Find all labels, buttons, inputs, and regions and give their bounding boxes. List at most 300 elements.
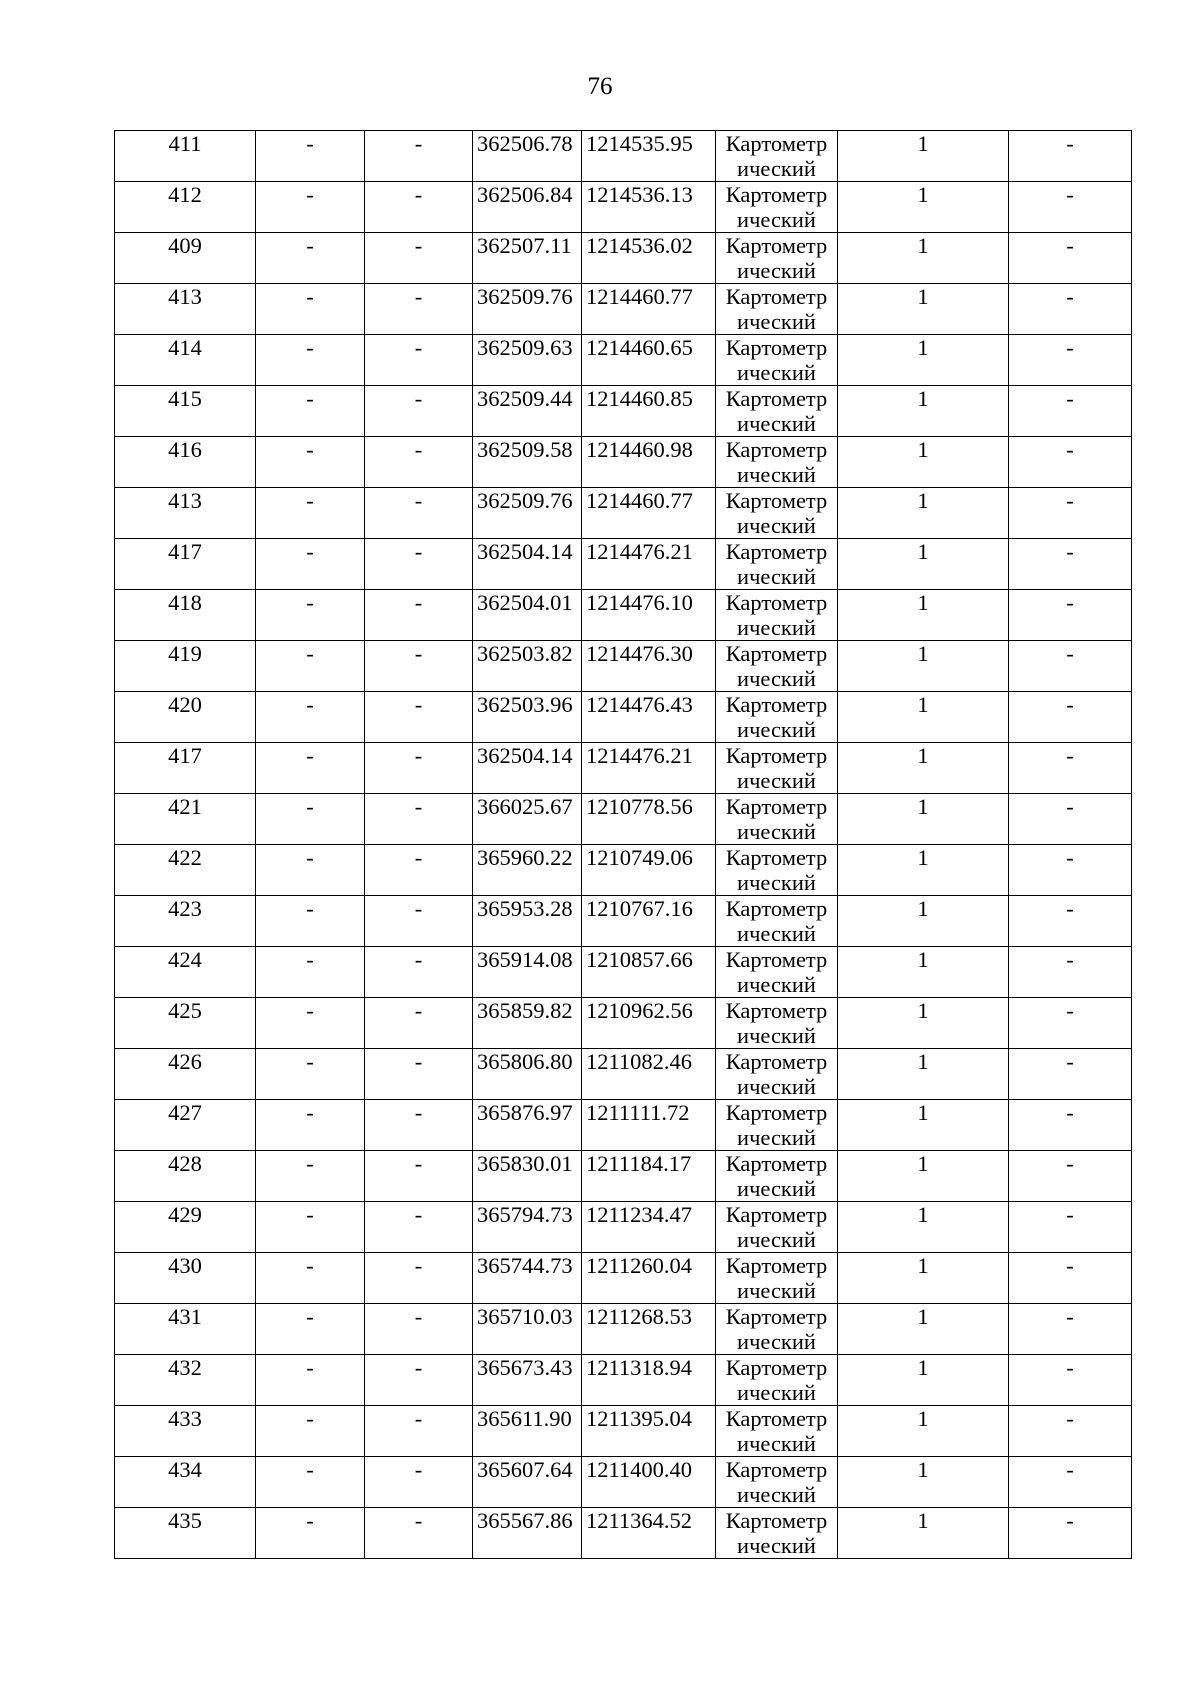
column-8-cell: - [1009,998,1132,1049]
column-7-cell: 1 [838,437,1009,488]
column-3-cell: - [365,1304,473,1355]
table-row [115,539,1132,590]
y-coordinate-cell: 1211318.94 [582,1355,716,1406]
column-3-cell: - [365,794,473,845]
column-7-cell: 1 [838,1049,1009,1100]
column-3-cell: - [365,335,473,386]
column-3-cell: - [365,590,473,641]
column-7-cell: 1 [838,743,1009,794]
point-number-cell: 434 [115,1457,256,1508]
column-7-cell: 1 [838,896,1009,947]
x-coordinate-cell: 362509.76 [473,488,582,539]
x-coordinate-cell: 365744.73 [473,1253,582,1304]
column-7-cell: 1 [838,1100,1009,1151]
method-line-2: ический [737,309,816,334]
method-cell [716,641,838,692]
column-3-cell: - [365,233,473,284]
x-coordinate-cell: 362503.96 [473,692,582,743]
method-line-2: ический [737,1329,816,1354]
column-3-cell: - [365,1202,473,1253]
method-line-1: Картометр [725,1508,828,1533]
method-line-2: ический [737,1380,816,1405]
table-body [115,131,1132,1559]
y-coordinate-cell: 1210749.06 [582,845,716,896]
method-cell [716,335,838,386]
method-line-2: ический [737,564,816,589]
y-coordinate-cell: 1211364.52 [582,1508,716,1559]
point-number-cell: 423 [115,896,256,947]
x-coordinate-cell: 362503.82 [473,641,582,692]
column-2-cell: - [256,896,365,947]
column-7-cell: 1 [838,335,1009,386]
table-row [115,998,1132,1049]
column-2-cell: - [256,998,365,1049]
method-cell [716,1049,838,1100]
column-8-cell: - [1009,1406,1132,1457]
method-cell [716,386,838,437]
x-coordinate-cell: 362504.14 [473,743,582,794]
y-coordinate-cell: 1214476.30 [582,641,716,692]
point-number-cell: 417 [115,539,256,590]
x-coordinate-cell: 365794.73 [473,1202,582,1253]
method-line-1: Картометр [725,641,828,666]
method-line-2: ический [737,360,816,385]
method-line-2: ический [737,615,816,640]
column-8-cell: - [1009,1100,1132,1151]
column-7-cell: 1 [838,284,1009,335]
column-3-cell: - [365,1253,473,1304]
x-coordinate-cell: 365607.64 [473,1457,582,1508]
column-2-cell: - [256,692,365,743]
point-number-cell: 411 [115,131,256,182]
method-line-2: ический [737,462,816,487]
column-3-cell: - [365,1355,473,1406]
method-line-2: ический [737,1533,816,1558]
point-number-cell: 409 [115,233,256,284]
table-row [115,845,1132,896]
method-cell [716,182,838,233]
point-number-cell: 430 [115,1253,256,1304]
y-coordinate-cell: 1214535.95 [582,131,716,182]
point-number-cell: 431 [115,1304,256,1355]
table-row [115,233,1132,284]
column-7-cell: 1 [838,131,1009,182]
point-number-cell: 421 [115,794,256,845]
point-number-cell: 418 [115,590,256,641]
column-8-cell: - [1009,233,1132,284]
column-7-cell: 1 [838,1151,1009,1202]
y-coordinate-cell: 1214476.43 [582,692,716,743]
column-7-cell: 1 [838,1457,1009,1508]
method-line-2: ический [737,972,816,997]
table-row [115,641,1132,692]
point-number-cell: 429 [115,1202,256,1253]
column-8-cell: - [1009,845,1132,896]
method-line-1: Картометр [725,1151,828,1176]
method-cell [716,1151,838,1202]
column-3-cell: - [365,1049,473,1100]
method-line-1: Картометр [725,896,828,921]
column-7-cell: 1 [838,641,1009,692]
point-number-cell: 415 [115,386,256,437]
method-line-1: Картометр [725,488,828,513]
table-row [115,794,1132,845]
method-line-1: Картометр [725,233,828,258]
method-line-2: ический [737,1023,816,1048]
method-line-1: Картометр [725,335,828,360]
method-line-1: Картометр [725,1457,828,1482]
table-row [115,1253,1132,1304]
table-row [115,896,1132,947]
column-2-cell: - [256,1406,365,1457]
method-cell [716,1202,838,1253]
table-row [115,1304,1132,1355]
y-coordinate-cell: 1214460.77 [582,284,716,335]
x-coordinate-cell: 362506.78 [473,131,582,182]
x-coordinate-cell: 365567.86 [473,1508,582,1559]
column-2-cell: - [256,1508,365,1559]
column-7-cell: 1 [838,1355,1009,1406]
method-line-2: ический [737,1227,816,1252]
table-row [115,1355,1132,1406]
point-number-cell: 412 [115,182,256,233]
y-coordinate-cell: 1214476.21 [582,539,716,590]
y-coordinate-cell: 1210767.16 [582,896,716,947]
point-number-cell: 425 [115,998,256,1049]
column-8-cell: - [1009,131,1132,182]
x-coordinate-cell: 365710.03 [473,1304,582,1355]
column-8-cell: - [1009,794,1132,845]
x-coordinate-cell: 365876.97 [473,1100,582,1151]
table-row [115,437,1132,488]
method-cell [716,794,838,845]
x-coordinate-cell: 365859.82 [473,998,582,1049]
method-line-1: Картометр [725,1202,828,1227]
method-line-2: ический [737,1176,816,1201]
point-number-cell: 413 [115,488,256,539]
column-7-cell: 1 [838,794,1009,845]
method-line-2: ический [737,921,816,946]
column-8-cell: - [1009,386,1132,437]
column-8-cell: - [1009,1304,1132,1355]
column-3-cell: - [365,998,473,1049]
method-line-1: Картометр [725,998,828,1023]
column-7-cell: 1 [838,947,1009,998]
point-number-cell: 419 [115,641,256,692]
method-cell [716,998,838,1049]
y-coordinate-cell: 1211111.72 [582,1100,716,1151]
table-row [115,1049,1132,1100]
column-3-cell: - [365,1457,473,1508]
column-7-cell: 1 [838,386,1009,437]
column-3-cell: - [365,437,473,488]
y-coordinate-cell: 1214460.77 [582,488,716,539]
column-3-cell: - [365,1100,473,1151]
table-row [115,590,1132,641]
method-line-2: ический [737,411,816,436]
x-coordinate-cell: 362509.63 [473,335,582,386]
method-cell [716,590,838,641]
column-8-cell: - [1009,1202,1132,1253]
x-coordinate-cell: 365673.43 [473,1355,582,1406]
method-cell [716,1304,838,1355]
point-number-cell: 424 [115,947,256,998]
column-2-cell: - [256,182,365,233]
y-coordinate-cell: 1211268.53 [582,1304,716,1355]
y-coordinate-cell: 1210962.56 [582,998,716,1049]
column-3-cell: - [365,845,473,896]
method-line-2: ический [737,156,816,181]
coordinates-table [114,130,1132,1559]
column-2-cell: - [256,386,365,437]
column-3-cell: - [365,539,473,590]
column-7-cell: 1 [838,182,1009,233]
column-8-cell: - [1009,1457,1132,1508]
column-2-cell: - [256,1457,365,1508]
method-line-2: ический [737,1431,816,1456]
table-row [115,1457,1132,1508]
method-line-1: Картометр [725,1100,828,1125]
column-3-cell: - [365,182,473,233]
column-8-cell: - [1009,641,1132,692]
point-number-cell: 426 [115,1049,256,1100]
x-coordinate-cell: 365806.80 [473,1049,582,1100]
table-row [115,947,1132,998]
table-row [115,386,1132,437]
column-7-cell: 1 [838,1202,1009,1253]
column-3-cell: - [365,692,473,743]
method-line-1: Картометр [725,845,828,870]
x-coordinate-cell: 365914.08 [473,947,582,998]
column-2-cell: - [256,131,365,182]
column-3-cell: - [365,743,473,794]
method-cell [716,896,838,947]
table-row [115,284,1132,335]
method-line-1: Картометр [725,539,828,564]
point-number-cell: 428 [115,1151,256,1202]
column-2-cell: - [256,437,365,488]
method-line-1: Картометр [725,947,828,972]
column-7-cell: 1 [838,1406,1009,1457]
column-7-cell: 1 [838,488,1009,539]
page-number: 76 [587,73,613,100]
column-8-cell: - [1009,284,1132,335]
y-coordinate-cell: 1211234.47 [582,1202,716,1253]
method-cell [716,743,838,794]
column-7-cell: 1 [838,998,1009,1049]
method-line-2: ический [737,717,816,742]
x-coordinate-cell: 362504.01 [473,590,582,641]
column-3-cell: - [365,1406,473,1457]
method-cell [716,131,838,182]
column-8-cell: - [1009,1355,1132,1406]
x-coordinate-cell: 362509.76 [473,284,582,335]
method-cell [716,1355,838,1406]
y-coordinate-cell: 1214476.10 [582,590,716,641]
table-row [115,1151,1132,1202]
column-2-cell: - [256,947,365,998]
table-row [115,1508,1132,1559]
column-2-cell: - [256,641,365,692]
column-2-cell: - [256,284,365,335]
method-line-1: Картометр [725,1355,828,1380]
column-2-cell: - [256,539,365,590]
column-2-cell: - [256,233,365,284]
y-coordinate-cell: 1214460.85 [582,386,716,437]
method-line-1: Картометр [725,743,828,768]
table-row [115,131,1132,182]
column-8-cell: - [1009,437,1132,488]
column-7-cell: 1 [838,539,1009,590]
x-coordinate-cell: 365960.22 [473,845,582,896]
y-coordinate-cell: 1211400.40 [582,1457,716,1508]
column-3-cell: - [365,1508,473,1559]
method-line-2: ический [737,819,816,844]
method-line-2: ический [737,666,816,691]
method-cell [716,845,838,896]
method-line-1: Картометр [725,284,828,309]
method-cell [716,947,838,998]
x-coordinate-cell: 362509.58 [473,437,582,488]
column-7-cell: 1 [838,692,1009,743]
table-row [115,1406,1132,1457]
method-line-1: Картометр [725,1406,828,1431]
method-line-2: ический [737,1125,816,1150]
y-coordinate-cell: 1211184.17 [582,1151,716,1202]
point-number-cell: 413 [115,284,256,335]
method-cell [716,1508,838,1559]
method-line-2: ический [737,1482,816,1507]
table-row [115,692,1132,743]
column-8-cell: - [1009,182,1132,233]
x-coordinate-cell: 365611.90 [473,1406,582,1457]
column-8-cell: - [1009,947,1132,998]
column-8-cell: - [1009,692,1132,743]
column-8-cell: - [1009,1151,1132,1202]
method-cell [716,488,838,539]
column-2-cell: - [256,488,365,539]
method-line-1: Картометр [725,437,828,462]
column-2-cell: - [256,590,365,641]
y-coordinate-cell: 1211260.04 [582,1253,716,1304]
x-coordinate-cell: 362504.14 [473,539,582,590]
method-cell [716,692,838,743]
method-line-2: ический [737,1074,816,1099]
method-cell [716,1100,838,1151]
y-coordinate-cell: 1214460.65 [582,335,716,386]
column-2-cell: - [256,1253,365,1304]
column-8-cell: - [1009,335,1132,386]
x-coordinate-cell: 365830.01 [473,1151,582,1202]
method-line-1: Картометр [725,131,828,156]
column-2-cell: - [256,845,365,896]
table-row [115,1202,1132,1253]
method-cell [716,1457,838,1508]
y-coordinate-cell: 1214536.13 [582,182,716,233]
table-row [115,335,1132,386]
column-3-cell: - [365,641,473,692]
column-8-cell: - [1009,1049,1132,1100]
column-8-cell: - [1009,1253,1132,1304]
method-line-1: Картометр [725,1304,828,1329]
column-8-cell: - [1009,1508,1132,1559]
method-line-1: Картометр [725,590,828,615]
column-2-cell: - [256,1304,365,1355]
column-2-cell: - [256,1100,365,1151]
x-coordinate-cell: 366025.67 [473,794,582,845]
method-cell [716,1406,838,1457]
method-line-2: ический [737,1278,816,1303]
column-3-cell: - [365,131,473,182]
method-cell [716,233,838,284]
table-row [115,182,1132,233]
column-3-cell: - [365,1151,473,1202]
column-2-cell: - [256,794,365,845]
column-3-cell: - [365,488,473,539]
method-cell [716,284,838,335]
table-row [115,1100,1132,1151]
x-coordinate-cell: 362507.11 [473,233,582,284]
method-line-1: Картометр [725,182,828,207]
table-row [115,488,1132,539]
y-coordinate-cell: 1211395.04 [582,1406,716,1457]
column-7-cell: 1 [838,233,1009,284]
column-3-cell: - [365,284,473,335]
column-2-cell: - [256,335,365,386]
column-8-cell: - [1009,896,1132,947]
method-line-2: ический [737,768,816,793]
point-number-cell: 432 [115,1355,256,1406]
column-8-cell: - [1009,743,1132,794]
method-line-2: ический [737,258,816,283]
x-coordinate-cell: 362509.44 [473,386,582,437]
column-7-cell: 1 [838,590,1009,641]
method-line-1: Картометр [725,794,828,819]
point-number-cell: 420 [115,692,256,743]
column-2-cell: - [256,1202,365,1253]
column-3-cell: - [365,947,473,998]
table-row [115,743,1132,794]
point-number-cell: 414 [115,335,256,386]
column-2-cell: - [256,1355,365,1406]
column-7-cell: 1 [838,1304,1009,1355]
point-number-cell: 433 [115,1406,256,1457]
y-coordinate-cell: 1210778.56 [582,794,716,845]
method-cell [716,1253,838,1304]
method-line-2: ический [737,870,816,895]
column-8-cell: - [1009,488,1132,539]
column-7-cell: 1 [838,1253,1009,1304]
y-coordinate-cell: 1214536.02 [582,233,716,284]
method-line-1: Картометр [725,386,828,411]
column-7-cell: 1 [838,1508,1009,1559]
point-number-cell: 427 [115,1100,256,1151]
column-3-cell: - [365,386,473,437]
column-3-cell: - [365,896,473,947]
point-number-cell: 435 [115,1508,256,1559]
column-2-cell: - [256,1049,365,1100]
method-cell [716,437,838,488]
column-7-cell: 1 [838,845,1009,896]
method-line-2: ический [737,207,816,232]
method-line-1: Картометр [725,1049,828,1074]
method-line-1: Картометр [725,1253,828,1278]
x-coordinate-cell: 362506.84 [473,182,582,233]
method-cell [716,539,838,590]
y-coordinate-cell: 1211082.46 [582,1049,716,1100]
point-number-cell: 422 [115,845,256,896]
column-2-cell: - [256,743,365,794]
